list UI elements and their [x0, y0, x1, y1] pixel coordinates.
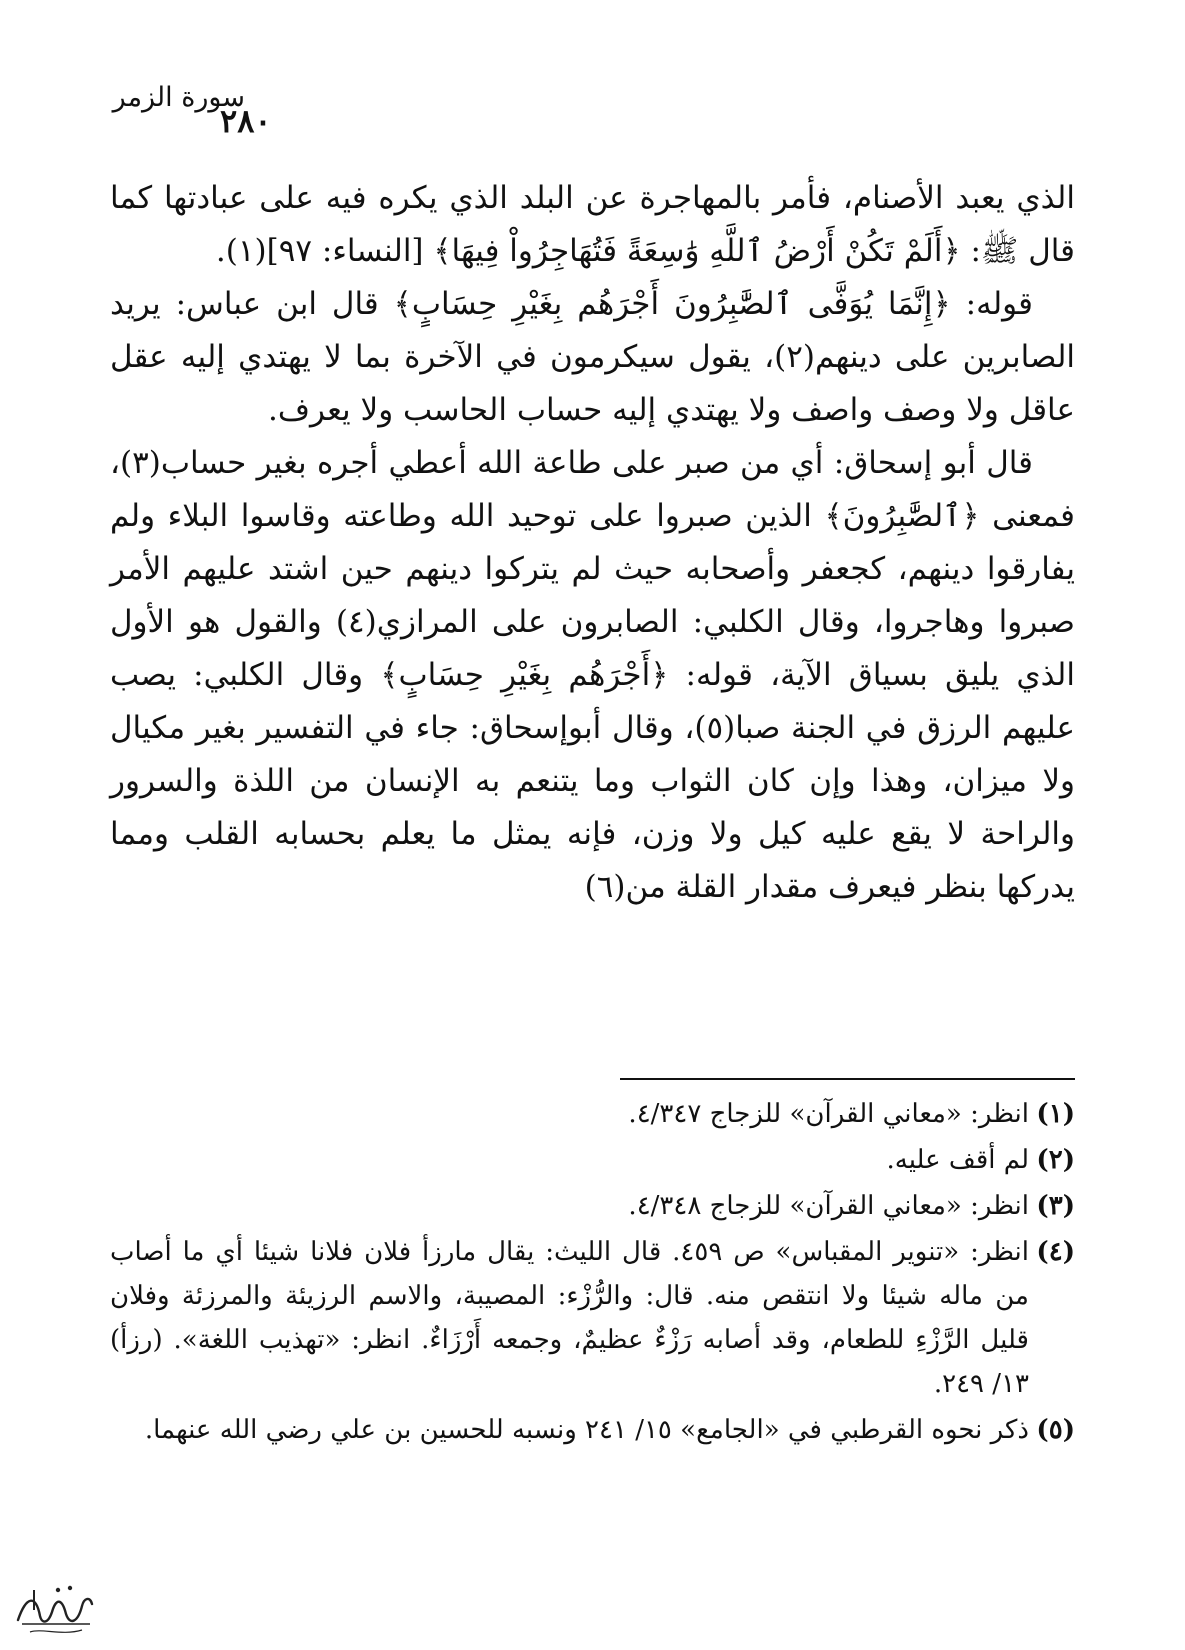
footnote: [110, 1138, 1075, 1182]
page-header: [110, 78, 1075, 138]
footnote-number: (٥): [1036, 1415, 1075, 1445]
footnote-number: (٣): [1036, 1191, 1075, 1221]
paragraph: قال أبو إسحاق: أي من صبر على طاعة الله أعطي أجره بغير حساب(٣)، فمعنى ﴿ٱلصَّٰبِرُونَ﴾ الذين صبروا على توحيد الله وطاعته وقاسوا البلاء ولم يفارقوا دينهم، كجعفر وأصحابه حيث لم يتركوا دينهم حين اشتد عليهم الأمر صبروا وهاجروا، وقال الكلبي: الصابرون على المرازي(٤) والقول هو الأول الذي يليق بسياق الآية، قوله: ﴿أَجْرَهُم بِغَيْرِ حِسَابٍ﴾ وقال الكلبي: يصب عليهم الرزق في الجنة صبا(٥)، وقال أبوإسحاق: جاء في التفسير بغير مكيال ولا ميزان، وهذا وإن كان الثواب وما يتنعم به الإنسان من اللذة والسرور والراحة لا يقع عليه كيل ولا وزن، فإنه يمثل ما يعلم بحسابه القلب ومما يدركها بنظر فيعرف مقدار القلة من(٦): [110, 445, 1075, 905]
footnote-text: انظر: «تنوير المقباس» ص ٤٥٩. قال الليث: يقال مارزأ فلان فلانا شيئا أي ما أصاب من ماله شيئا ولا انتقص منه. قال: والرُّزْء: المصيبة، والاسم الرزيئة والمرزئة وفلان قليل الرَّزْءِ للطعام، وقد أصابه رَزْءٌ عظيمٌ، وجمعه أَرْزَاءٌ. انظر: «تهذيب اللغة». (رزأ) ١٣/ ٢٤٩.: [110, 1237, 1029, 1399]
footnote-text: انظر: «معاني القرآن» للزجاج ٤/٣٤٧.: [628, 1099, 1029, 1129]
footnote: [110, 1092, 1075, 1136]
footnote-text: ذكر نحوه القرطبي في «الجامع» ١٥/ ٢٤١ ونسبه للحسين بن علي رضي الله عنهما.: [144, 1415, 1029, 1445]
publisher-logo-stamp: [12, 1576, 98, 1642]
page-number: ٢٨٠: [220, 102, 272, 140]
paragraph: قوله: ﴿إِنَّمَا يُوَفَّى ٱلصَّٰبِرُونَ أَجْرَهُم بِغَيْرِ حِسَابٍ﴾ قال ابن عباس: يريد الصابرين على دينهم(٢)، يقول سيكرمون في الآخرة بما لا يهتدي إليه عقل عاقل ولا وصف واصف ولا يهتدي إليه حساب الحاسب ولا يعرف.: [110, 286, 1075, 428]
footnote-text: لم أقف عليه.: [886, 1145, 1029, 1175]
footnote-number: (٤): [1036, 1237, 1075, 1267]
footnote-separator: [620, 1078, 1075, 1080]
footnotes: [110, 1092, 1075, 1454]
footnote-number: (١): [1036, 1099, 1075, 1129]
surah-title: سورة الزمر: [112, 82, 245, 113]
main-text: [110, 172, 1075, 914]
paragraph: الذي يعبد الأصنام، فأمر بالمهاجرة عن البلد الذي يكره فيه على عبادتها كما قال ﷺ: ﴿أَلَمْ تَكُنْ أَرْضُ ٱللَّهِ وَٰسِعَةً فَتُهَاجِرُواْ فِيهَا﴾ [النساء: ٩٧](١).: [110, 180, 1075, 269]
footnote: [110, 1408, 1075, 1452]
footnote-text: انظر: «معاني القرآن» للزجاج ٤/٣٤٨.: [628, 1191, 1029, 1221]
footnote: [110, 1230, 1075, 1406]
footnote: [110, 1184, 1075, 1228]
footnote-number: (٢): [1036, 1145, 1075, 1175]
